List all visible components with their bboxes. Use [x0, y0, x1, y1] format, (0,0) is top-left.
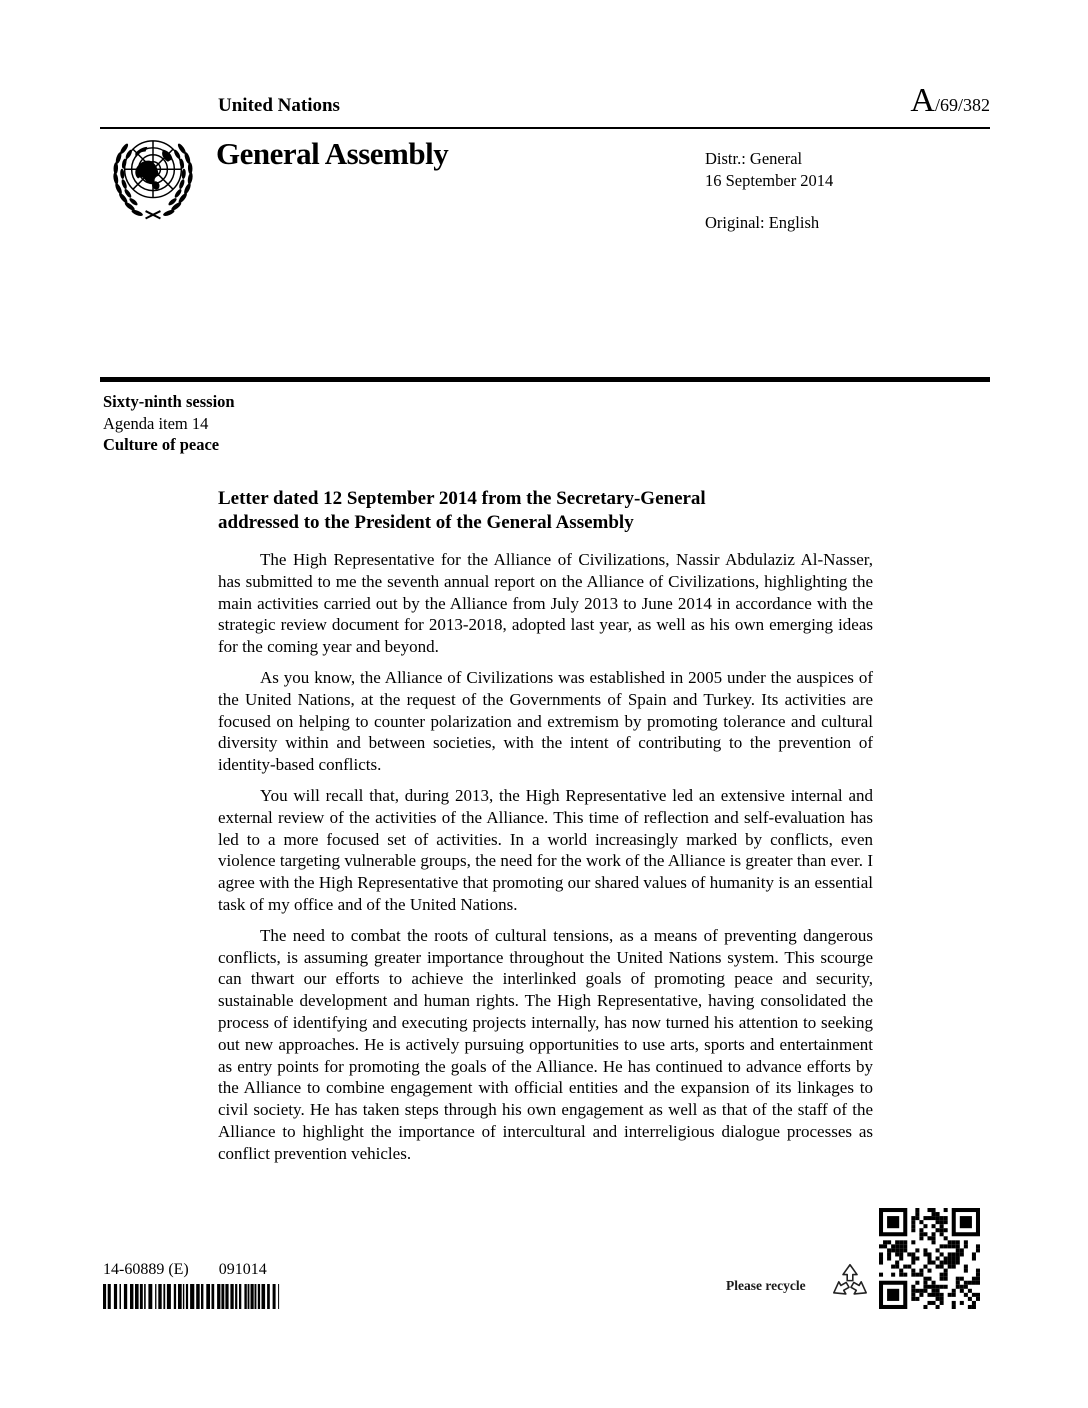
letter-paragraph-2: As you know, the Alliance of Civilizations was established in 2005 under the auspices of the United Nations, at the request of the Governments of Spain and Turkey. Its activities are focused on helping to counter polarization and extremism by promoting tolerance and cultural diversity within and between societies, with the intent of contributing to the prevention of identity-based conflicts.: [218, 667, 873, 775]
barcode: [103, 1284, 285, 1309]
letter-paragraph-3: You will recall that, during 2013, the High Representative led an extensive internal and external review of the activities of the Alliance. This time of reflection and self-evaluation has led to a more focused set of activities. In a world increasingly marked by conflicts, even violence targeting vulnerable groups, the need for the work of the Alliance is greater than ever. I agree with the High Representative that promoting our shared values of humanity is an essential task of my office and of the United Nations.: [218, 785, 873, 914]
session-rule: [100, 377, 990, 382]
job-line: [103, 1261, 267, 1279]
doc-symbol: [910, 82, 990, 120]
letter-body: [218, 549, 873, 1174]
letter-paragraph-4: The need to combat the roots of cultural tensions, as a means of preventing dangerous conflicts, is assuming greater importance throughout the United Nations system. This scourge can thwart our efforts to achieve the interlinked goals of promoting peace and security, sustainable development and human rights. The High Representative, having consolidated the process of identifying and executing projects internally, has now turned his attention to seeking out new approaches. He is actively pursuing opportunities to use arts, sports and entertainment as entry points for promoting the goals of the Alliance. He has continued to advance efforts by the Alliance to combine engagement with official entities and the expansion of its linkages to civil society. He has taken steps through his own engagement as well as that of the staff of the Alliance to highlight the importance of intercultural and interreligious dialogue processes as conflict prevention vehicles.: [218, 925, 873, 1163]
please-recycle-label: Please recycle: [726, 1278, 806, 1293]
job-number: 14-60889 (E): [103, 1261, 189, 1278]
original-label: Original: English: [705, 213, 820, 232]
assembly-title: General Assembly: [216, 136, 449, 171]
agenda-title-line: Culture of peace: [103, 435, 220, 454]
un-emblem-icon: [106, 132, 200, 225]
doc-symbol-letter: A: [910, 82, 935, 119]
doc-symbol-number: /69/382: [934, 95, 990, 115]
recycle-icon: [829, 1261, 871, 1304]
distr-date: 16 September 2014: [705, 171, 834, 190]
letter-paragraph-1: The High Representative for the Alliance of Civilizations, Nassir Abdulaziz Al-Nasser, has submitted to me the seventh annual report on the Alliance of Civilizations, highlighting the main activities carried out by the Alliance from July 2013 to June 2014 in accordance with the strategic review document for 2013-2018, adopted last year, as well as his own emerging ideas for the coming year and beyond.: [218, 550, 873, 657]
distr-block: [705, 148, 833, 234]
qr-code: [879, 1208, 980, 1309]
recycle-row: [726, 1261, 871, 1305]
session-line: Sixty-ninth session: [103, 392, 235, 411]
session-block: [103, 391, 235, 456]
letter-title: [218, 487, 706, 534]
print-date-code: 091014: [218, 1261, 267, 1278]
header-rule: [100, 127, 990, 129]
agenda-item-line: Agenda item 14: [103, 413, 209, 433]
org-name: United Nations: [218, 95, 340, 116]
distr-label: Distr.: General: [705, 149, 803, 168]
letter-title-line-2: addressed to the President of the General Assembly: [218, 511, 634, 533]
letter-title-line-1: Letter dated 12 September 2014 from the Secretary-General: [218, 488, 706, 509]
